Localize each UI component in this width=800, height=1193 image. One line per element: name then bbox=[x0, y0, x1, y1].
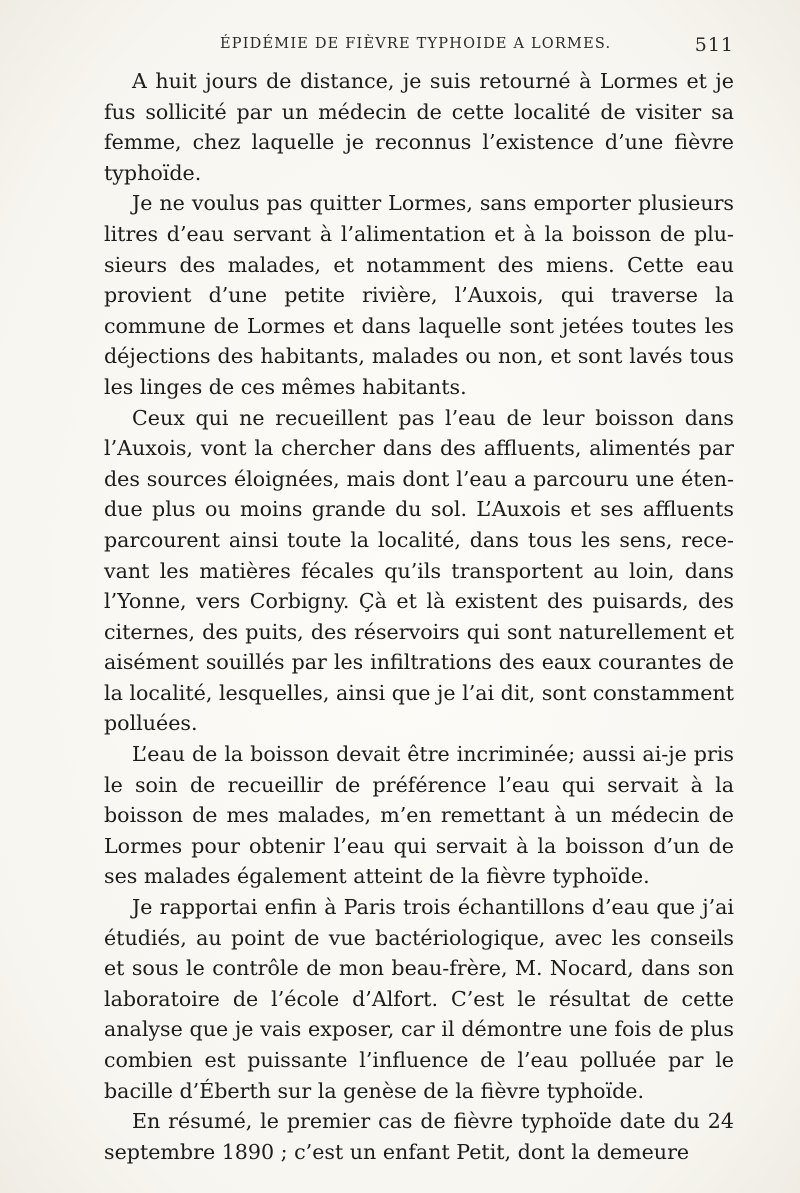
paragraph: Je rapportai enfin à Paris trois échantillons d’eau que j’ai étudiés, au point de vue bactériologique, avec les conseils et sous le contrôle de mon beau-frère, M. Nocard, dans son laboratoire de l’école d’Alfort. C’est le résultat de cette analyse que je vais exposer, car il démontre une fois de plus combien est puissante l’influence de l’eau polluée par le bacille d’Éberth sur la genèse de la fièvre typhoïde. bbox=[104, 895, 734, 1103]
page-number: 511 bbox=[694, 34, 734, 56]
paragraph: A huit jours de distance, je suis retourné à Lormes et je fus sollicité par un médecin de cette localité de visiter sa femme, chez laquelle je reconnus l’existence d’une fièvre typhoïde. bbox=[104, 69, 734, 185]
paragraph: Ceux qui ne recueillent pas l’eau de leur boisson dans l’Auxois, vont la chercher dans des affluents, alimentés par des sources éloignées, mais dont l’eau a parcouru une étendue plus ou moins grande du sol. L’Auxois et ses affluents parcourent ainsi toute la localité, dans tous les sens, recevant les matières fécales qu’ils transportent au loin, dans l’Yonne, vers Corbigny. Çà et là existent des puisards, des citernes, des puits, des réservoirs qui sont naturellement et aisément souillés par les infiltrations des eaux courantes de la localité, lesquelles, ainsi que je l’ai dit, sont constamment polluées. bbox=[104, 405, 734, 736]
paragraph: En résumé, le premier cas de fièvre typhoïde date du 24 septembre 1890 ; c’est un enfant Petit, dont la demeure bbox=[104, 1109, 734, 1164]
paragraph: L’eau de la boisson devait être incriminée; aussi ai-je pris le soin de recueillir de préférence l’eau qui servait à la boisson de mes malades, m’en remettant à un médecin de Lormes pour obtenir l’eau qui servait à la boisson d’un de ses malades également atteint de la fièvre typhoïde. bbox=[104, 742, 734, 889]
body-text bbox=[104, 66, 734, 1167]
page-header bbox=[104, 36, 734, 60]
running-head: ÉPIDÉMIE DE FIÈVRE TYPHOIDE A LORMES. bbox=[220, 36, 612, 52]
paragraph: Je ne voulus pas quitter Lormes, sans emporter plusieurs litres d’eau servant à l’alimentation et à la boisson de plusieurs des malades, et notamment des miens. Cette eau provient d’une petite rivière, l’Auxois, qui traverse la commune de Lormes et dans laquelle sont jetées toutes les déjections des habitants, malades ou non, et sont lavés tous les linges de ces mêmes habitants. bbox=[104, 191, 734, 399]
